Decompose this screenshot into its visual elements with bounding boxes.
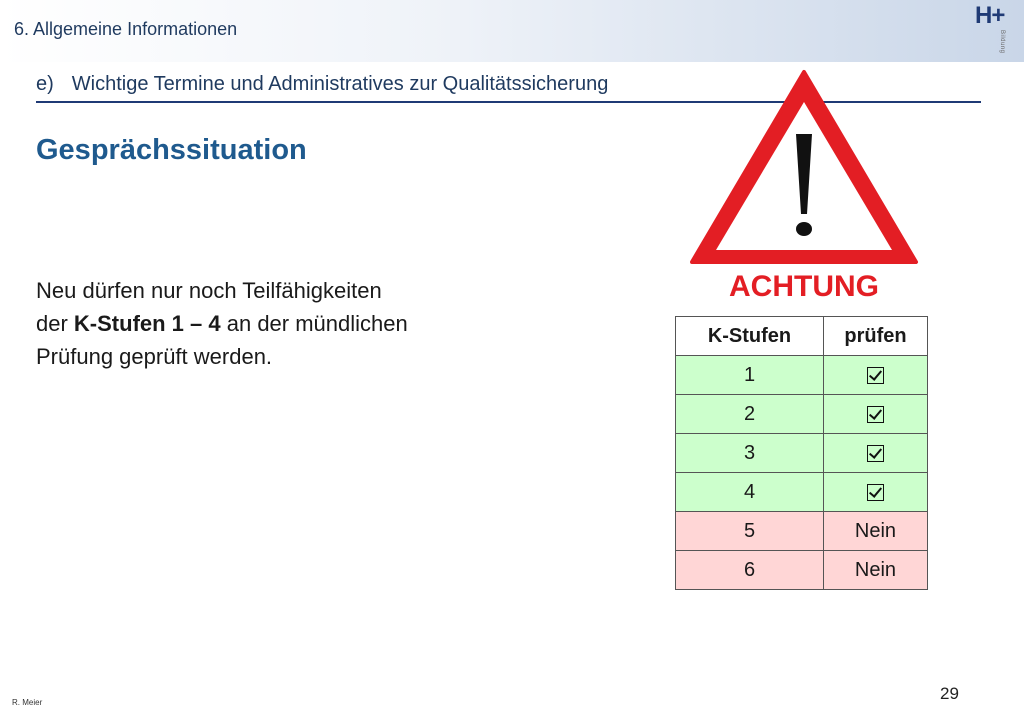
- table-row: [676, 512, 928, 551]
- subtitle-letter: e): [36, 73, 54, 95]
- table-row: [676, 395, 928, 434]
- warning-triangle-icon: [686, 64, 922, 270]
- subtitle-text: Wichtige Termine und Administratives zur Qualitätssicherung: [71, 73, 609, 95]
- body-text: [36, 274, 506, 373]
- body-line-1: Neu dürfen nur noch Teilfähigkeiten: [36, 278, 382, 303]
- status-cell: Nein: [824, 551, 928, 590]
- checkbox-checked-icon: [867, 484, 884, 501]
- table-row: [676, 356, 928, 395]
- check-cell: [824, 473, 928, 512]
- k-stufen-emphasis: K-Stufen 1 – 4: [73, 311, 221, 336]
- level-cell: 3: [676, 434, 824, 473]
- check-cell: [824, 434, 928, 473]
- table-row: [676, 434, 928, 473]
- page-title: Gesprächssituation: [36, 134, 307, 166]
- column-header-pruefen: prüfen: [824, 317, 928, 356]
- footer-author: R. Meier: [12, 698, 43, 707]
- k-stufen-table: [675, 316, 928, 590]
- logo-text: H+: [975, 2, 1005, 29]
- checkbox-checked-icon: [867, 406, 884, 423]
- warning-label: ACHTUNG: [729, 270, 879, 303]
- section-title: 6. Allgemeine Informationen: [14, 19, 238, 39]
- hplus-logo: [975, 4, 1015, 60]
- check-cell: [824, 356, 928, 395]
- column-header-kstufen: K-Stufen: [676, 317, 824, 356]
- table-row: [676, 473, 928, 512]
- level-cell: 6: [676, 551, 824, 590]
- table-row: [676, 551, 928, 590]
- logo-subtext: Bildung: [999, 30, 1005, 54]
- status-cell: Nein: [824, 512, 928, 551]
- check-cell: [824, 395, 928, 434]
- body-line-2: der K-Stufen 1 – 4 an der mündlichen: [36, 311, 408, 336]
- level-cell: 1: [676, 356, 824, 395]
- subtitle: [36, 73, 608, 96]
- checkbox-checked-icon: [867, 367, 884, 384]
- page-number: 29: [940, 684, 959, 703]
- level-cell: 2: [676, 395, 824, 434]
- table-header-row: [676, 317, 928, 356]
- body-line-3: Prüfung geprüft werden.: [36, 344, 273, 369]
- checkbox-checked-icon: [867, 445, 884, 462]
- level-cell: 4: [676, 473, 824, 512]
- level-cell: 5: [676, 512, 824, 551]
- exclamation-dot: [796, 222, 812, 236]
